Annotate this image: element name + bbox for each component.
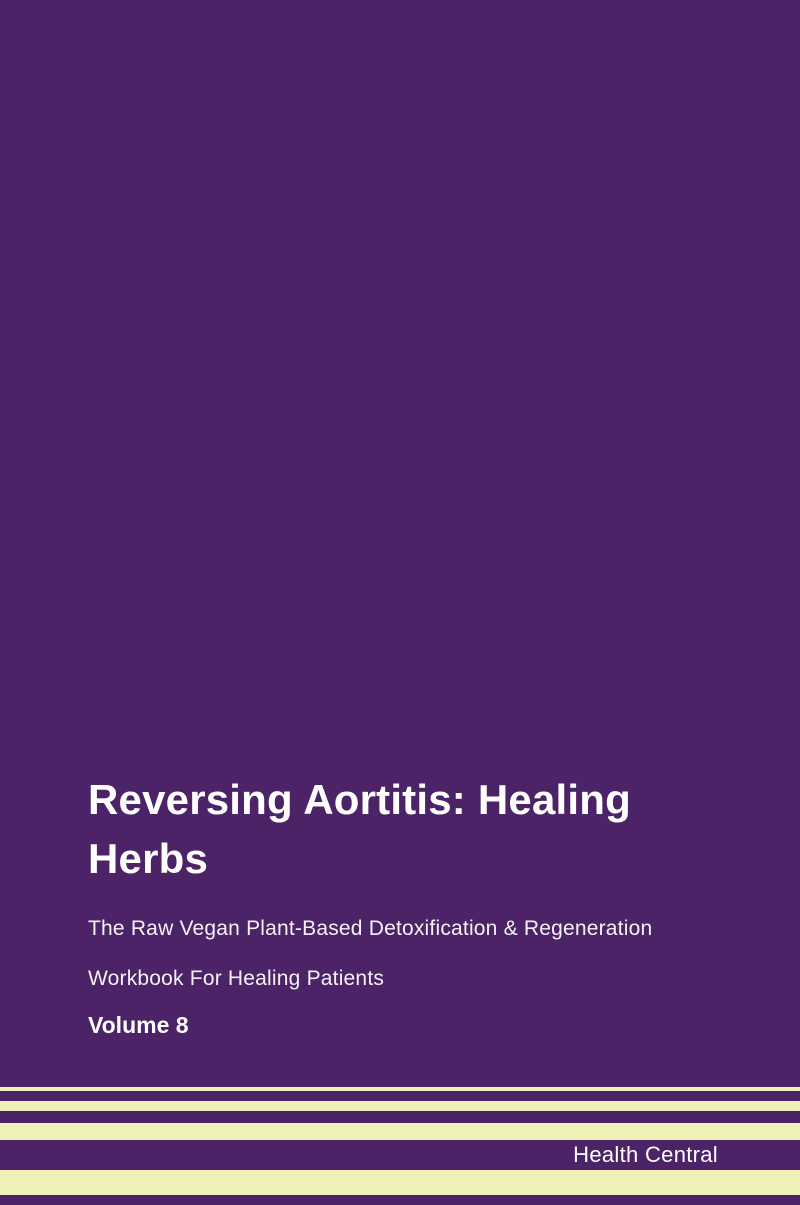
- book-title-line-2: Herbs: [88, 835, 209, 882]
- book-subtitle-line-2: Workbook For Healing Patients: [88, 967, 385, 990]
- cover-text-block: [88, 770, 760, 1039]
- stripe-cream-bottom: [0, 1170, 800, 1195]
- stripe-purple-bottom: [0, 1195, 800, 1205]
- stripe-cream-3: [0, 1123, 800, 1140]
- publisher-band: [0, 1140, 800, 1170]
- book-title-line-1: Reversing Aortitis: Healing: [88, 776, 631, 823]
- stripe-cream-2: [0, 1101, 800, 1111]
- volume-label: Volume 8: [88, 1012, 189, 1038]
- stripe-purple-gap-1: [0, 1091, 800, 1101]
- footer-stripes: [0, 1087, 800, 1205]
- stripe-purple-gap-2: [0, 1111, 800, 1123]
- book-title: [88, 770, 760, 888]
- publisher-name: Health Central: [573, 1142, 718, 1167]
- book-subtitle-line-1: The Raw Vegan Plant-Based Detoxification & Regeneration: [88, 917, 653, 940]
